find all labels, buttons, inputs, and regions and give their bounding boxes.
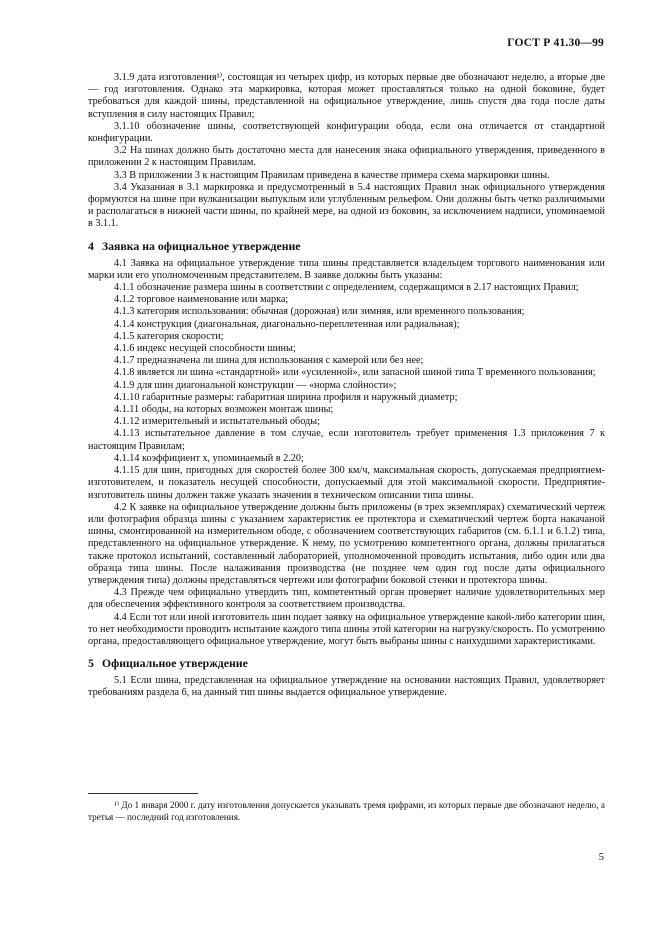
paragraph-4-1-1: 4.1.1 обозначение размера шины в соответствии с определением, содержащимся в 2.17 настоящих Правил; <box>114 282 579 294</box>
footnote-1: ¹⁾ До 1 января 2000 г. дату изготовления допускается указывать тремя цифрами, из которых первые две обозначают неделю, а третья — последний год изготовления. <box>88 800 605 822</box>
paragraph-4-1: 4.1 Заявка на официальное утверждение типа шины представляется владельцем торгового наименования или марки или его уполномоченным представителем. В заявке должны быть указаны: <box>88 257 605 281</box>
section-4-heading <box>88 239 605 253</box>
document-code-header: ГОСТ Р 41.30—99 <box>507 37 604 49</box>
paragraph-4-4: 4.4 Если тот или иной изготовитель шин подает заявку на официальное утверждение какой-либо категории шин, то нет необходимости проводить испытание каждого типа шины этой категории на нагрузку/скорость. По усмотрению органа, предоставляющего официальное утверждение, могут быть выбраны шины с наихудшими характеристиками. <box>88 611 605 647</box>
section-5-heading <box>88 656 605 670</box>
document-body <box>88 72 605 700</box>
paragraph-4-1-4: 4.1.4 конструкция (диагональная, диагонально-переплетенная или радиальная); <box>114 318 460 330</box>
paragraph-4-1-8: 4.1.8 является ли шина «стандартной» или «усиленной», или запасной шиной типа Т временного пользования; <box>114 367 596 379</box>
paragraph-4-1-10: 4.1.10 габаритные размеры: габаритная ширина профиля и наружный диаметр; <box>114 391 458 403</box>
paragraph-4-1-7: 4.1.7 предназначена ли шина для использования с камерой или без нее; <box>114 355 424 367</box>
paragraph-5-1: 5.1 Если шина, представленная на официальное утверждение на основании настоящих Правил, удовлетворяет требованиям раздела 6, на данный тип шины выдается официальное утверждение. <box>88 675 605 699</box>
paragraph-4-1-6: 4.1.6 индекс несущей способности шины; <box>114 343 296 355</box>
section-4-number: 4 <box>88 238 94 253</box>
paragraph-4-1-2: 4.1.2 торговое наименование или марка; <box>114 294 289 306</box>
paragraph-4-1-14: 4.1.14 коэффициент х, упоминаемый в 2.20; <box>114 452 304 464</box>
paragraph-3-1-10: 3.1.10 обозначение шины, соответствующей конфигурации обода, если она отличается от стандартной конфигурации. <box>88 120 605 145</box>
paragraph-3-4: 3.4 Указанная в 3.1 маркировка и предусмотренный в 5.4 настоящих Правил знак официального утверждения формуются на шине при вулканизации выпуклым или углубленным рельефом. Они должны быть четко различимыми и располагаться в нижней части шины, по крайней мере, на одной из боковин, за исключением надписи, упоминаемой в 3.1.1. <box>88 181 605 230</box>
page-number: 5 <box>598 852 604 863</box>
paragraph-3-2: 3.2 На шинах должно быть достаточно места для нанесения знака официального утверждения, приведенного в приложении 2 к настоящим Правилам. <box>88 145 605 169</box>
section-4-title: Заявка на официальное утверждение <box>101 238 301 253</box>
paragraph-4-1-15: 4.1.15 для шин, пригодных для скоростей более 300 км/ч, максимальная скорость, допускаемая предприятием-изготовителем, и показатель несущей способности, допускаемый для этой максимальной скорости. Предприятие-изготовитель шины должен также указать значения в техническом описании типа шины. <box>88 465 605 501</box>
paragraph-4-1-13: 4.1.13 испытательное давление в том случае, если изготовитель требует применения 1.3 приложения 7 к настоящим Правилам; <box>88 428 605 452</box>
paragraph-4-1-11: 4.1.11 ободы, на которых возможен монтаж шины; <box>114 404 334 416</box>
paragraph-4-1-9: 4.1.9 для шин диагональной конструкции — «норма слойности»; <box>114 379 397 391</box>
footnote-divider <box>88 793 198 794</box>
section-5-title: Официальное утверждение <box>101 656 248 671</box>
paragraph-4-1-12: 4.1.12 измерительный и испытательный ободы; <box>114 416 320 428</box>
paragraph-4-2: 4.2 К заявке на официальное утверждение должны быть приложены (в трех экземплярах) схематический чертеж или фотография образца шины с указанием характеристик ее протектора и схематический чертеж борта накачаной шины, смонтированной на измерительном ободе, с обозначением соответствующих габаритов (см. 6.1.1 и 6.1.2) типа, представленного на официальное утверждение. К нему, по усмотрению компетентного органа, должны прилагаться также протокол испытаний, составленный лабораторией, уполномоченной проводить испытания, либо один или два образца типа шины. После налаживания производства (не позднее чем один год после даты официального утверждения типа) должны представляться чертежи или фотографии боковой стенки и протектора шины. <box>88 501 605 586</box>
section-5-number: 5 <box>88 656 94 671</box>
paragraph-3-3: 3.3 В приложении 3 к настоящим Правилам приведена в качестве примера схема маркировки шины. <box>114 169 550 181</box>
paragraph-4-3: 4.3 Прежде чем официально утвердить тип, компетентный орган проверяет наличие удовлетворительных мер для обеспечения эффективного контроля за соответствием производства. <box>88 587 605 611</box>
paragraph-4-1-3: 4.1.3 категория использования: обычная (дорожная) или зимняя, или временного пользования; <box>114 306 525 318</box>
footnote-area <box>88 793 605 823</box>
paragraph-4-1-5: 4.1.5 категория скорости; <box>114 330 224 342</box>
paragraph-3-1-9: 3.1.9 дата изготовления¹⁾, состоящая из четырех цифр, из которых первые две обозначают неделю, а вторые две — год изготовления. Однако эта маркировка, которая может проставляться только на одной боковине, будет требоваться для каждой шины, представленной на официальное утверждение, лишь спустя два года после даты вступления в силу настоящих Правил; <box>88 72 605 120</box>
